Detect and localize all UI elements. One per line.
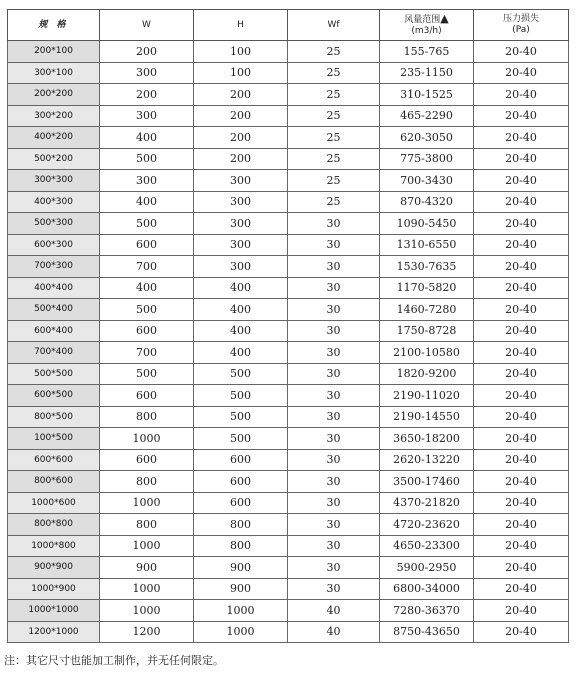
cell-wf: 30 <box>288 385 380 407</box>
cell-pressure: 20-40 <box>474 256 569 278</box>
cell-airflow: 1310-6550 <box>380 234 474 256</box>
cell-w: 600 <box>100 385 194 407</box>
cell-airflow: 1750-8728 <box>380 320 474 342</box>
cell-airflow: 1820-9200 <box>380 363 474 385</box>
cell-w: 300 <box>100 105 194 127</box>
cell-airflow: 5900-2950 <box>380 557 474 579</box>
cell-wf: 40 <box>288 600 380 622</box>
cell-wf: 30 <box>288 428 380 450</box>
cell-airflow: 1170-5820 <box>380 277 474 299</box>
header-wf: Wf <box>288 10 380 41</box>
table-row <box>8 471 569 493</box>
cell-pressure: 20-40 <box>474 299 569 321</box>
cell-h: 800 <box>194 514 288 536</box>
cell-airflow: 1090-5450 <box>380 213 474 235</box>
cell-pressure: 20-40 <box>474 191 569 213</box>
cell-h: 500 <box>194 406 288 428</box>
cell-wf: 30 <box>288 514 380 536</box>
cell-h: 500 <box>194 363 288 385</box>
cell-w: 800 <box>100 471 194 493</box>
cell-h: 300 <box>194 191 288 213</box>
header-pressure-label: 压力损失 <box>502 14 539 24</box>
cell-h: 1000 <box>194 621 288 643</box>
cell-h: 900 <box>194 557 288 579</box>
cell-airflow: 6800-34000 <box>380 578 474 600</box>
header-pressure <box>474 10 569 41</box>
cell-w: 300 <box>100 170 194 192</box>
cell-airflow: 4720-23620 <box>380 514 474 536</box>
cell-pressure: 20-40 <box>474 514 569 536</box>
cell-wf: 25 <box>288 84 380 106</box>
cell-h: 200 <box>194 84 288 106</box>
cell-pressure: 20-40 <box>474 342 569 364</box>
cell-airflow: 7280-36370 <box>380 600 474 622</box>
cell-h: 300 <box>194 234 288 256</box>
cell-wf: 30 <box>288 449 380 471</box>
cell-wf: 30 <box>288 557 380 579</box>
cell-w: 600 <box>100 449 194 471</box>
cell-pressure: 20-40 <box>474 428 569 450</box>
table-row <box>8 62 569 84</box>
cell-w: 800 <box>100 514 194 536</box>
cell-pressure: 20-40 <box>474 363 569 385</box>
cell-w: 500 <box>100 299 194 321</box>
cell-pressure: 20-40 <box>474 621 569 643</box>
table-row <box>8 535 569 557</box>
header-airflow-label: 风量范围 <box>404 15 441 25</box>
cell-wf: 30 <box>288 578 380 600</box>
table-row <box>8 578 569 600</box>
cell-airflow: 1460-7280 <box>380 299 474 321</box>
cell-h: 1000 <box>194 600 288 622</box>
cell-wf: 30 <box>288 256 380 278</box>
cell-spec: 900*900 <box>8 557 100 579</box>
cell-pressure: 20-40 <box>474 471 569 493</box>
cell-h: 400 <box>194 320 288 342</box>
cell-w: 500 <box>100 148 194 170</box>
cell-airflow: 1530-7635 <box>380 256 474 278</box>
cell-h: 400 <box>194 342 288 364</box>
cell-airflow: 155-765 <box>380 41 474 63</box>
cell-wf: 25 <box>288 170 380 192</box>
cell-wf: 30 <box>288 277 380 299</box>
cell-airflow: 465-2290 <box>380 105 474 127</box>
cell-pressure: 20-40 <box>474 406 569 428</box>
header-spec: 规 格 <box>8 10 100 41</box>
cell-spec: 1000*600 <box>8 492 100 514</box>
cell-w: 600 <box>100 234 194 256</box>
table-row <box>8 256 569 278</box>
spec-table-container <box>7 9 568 643</box>
cell-airflow: 235-1150 <box>380 62 474 84</box>
cell-h: 900 <box>194 578 288 600</box>
cell-wf: 25 <box>288 127 380 149</box>
header-w: W <box>100 10 194 41</box>
cell-w: 800 <box>100 406 194 428</box>
cell-wf: 30 <box>288 320 380 342</box>
table-row <box>8 600 569 622</box>
cell-pressure: 20-40 <box>474 492 569 514</box>
cell-pressure: 20-40 <box>474 320 569 342</box>
footnote: 注：其它尺寸也能加工制作，并无任何限定。 <box>4 654 224 667</box>
cell-wf: 25 <box>288 191 380 213</box>
cell-w: 200 <box>100 84 194 106</box>
cell-spec: 400*300 <box>8 191 100 213</box>
cell-h: 200 <box>194 148 288 170</box>
header-airflow-unit: (m3/h) <box>411 26 442 36</box>
cell-airflow: 2190-11020 <box>380 385 474 407</box>
table-row <box>8 428 569 450</box>
cell-wf: 25 <box>288 148 380 170</box>
table-row <box>8 277 569 299</box>
cell-spec: 800*600 <box>8 471 100 493</box>
table-row <box>8 213 569 235</box>
cell-spec: 500*200 <box>8 148 100 170</box>
cell-airflow: 870-4320 <box>380 191 474 213</box>
cell-w: 1000 <box>100 535 194 557</box>
cell-w: 500 <box>100 363 194 385</box>
cell-h: 300 <box>194 256 288 278</box>
cell-wf: 30 <box>288 299 380 321</box>
cell-airflow: 700-3430 <box>380 170 474 192</box>
cell-spec: 500*300 <box>8 213 100 235</box>
cell-spec: 200*100 <box>8 41 100 63</box>
table-row <box>8 105 569 127</box>
cell-pressure: 20-40 <box>474 127 569 149</box>
table-row <box>8 320 569 342</box>
cell-wf: 30 <box>288 471 380 493</box>
cell-h: 300 <box>194 170 288 192</box>
header-h: H <box>194 10 288 41</box>
cell-airflow: 2100-10580 <box>380 342 474 364</box>
cell-pressure: 20-40 <box>474 41 569 63</box>
cell-spec: 1000*900 <box>8 578 100 600</box>
cell-airflow: 3500-17460 <box>380 471 474 493</box>
cell-airflow: 8750-43650 <box>380 621 474 643</box>
cell-h: 200 <box>194 127 288 149</box>
cell-spec: 1000*800 <box>8 535 100 557</box>
cell-w: 1000 <box>100 492 194 514</box>
table-row <box>8 148 569 170</box>
cell-wf: 30 <box>288 234 380 256</box>
cell-spec: 600*400 <box>8 320 100 342</box>
table-row <box>8 127 569 149</box>
cell-w: 300 <box>100 62 194 84</box>
table-row <box>8 557 569 579</box>
cell-spec: 500*400 <box>8 299 100 321</box>
cell-w: 200 <box>100 41 194 63</box>
header-row <box>8 10 569 41</box>
cell-spec: 700*300 <box>8 256 100 278</box>
table-row <box>8 41 569 63</box>
cell-h: 600 <box>194 449 288 471</box>
cell-w: 1000 <box>100 428 194 450</box>
cell-w: 600 <box>100 320 194 342</box>
cell-h: 200 <box>194 105 288 127</box>
cell-pressure: 20-40 <box>474 578 569 600</box>
header-airflow <box>380 10 474 41</box>
cell-pressure: 20-40 <box>474 535 569 557</box>
cell-spec: 300*200 <box>8 105 100 127</box>
cell-spec: 500*500 <box>8 363 100 385</box>
table-row <box>8 385 569 407</box>
table-row <box>8 342 569 364</box>
cell-h: 100 <box>194 41 288 63</box>
cell-airflow: 775-3800 <box>380 148 474 170</box>
cell-pressure: 20-40 <box>474 105 569 127</box>
arrow-up-icon: ▲ <box>440 12 449 25</box>
cell-airflow: 2190-14550 <box>380 406 474 428</box>
cell-wf: 30 <box>288 535 380 557</box>
cell-w: 400 <box>100 277 194 299</box>
table-row <box>8 363 569 385</box>
cell-wf: 30 <box>288 406 380 428</box>
cell-pressure: 20-40 <box>474 148 569 170</box>
cell-airflow: 3650-18200 <box>380 428 474 450</box>
cell-wf: 30 <box>288 213 380 235</box>
cell-airflow: 4650-23300 <box>380 535 474 557</box>
spec-table <box>7 9 569 643</box>
cell-spec: 300*100 <box>8 62 100 84</box>
cell-spec: 800*500 <box>8 406 100 428</box>
cell-pressure: 20-40 <box>474 213 569 235</box>
table-row <box>8 170 569 192</box>
cell-h: 400 <box>194 299 288 321</box>
cell-wf: 25 <box>288 62 380 84</box>
cell-pressure: 20-40 <box>474 557 569 579</box>
cell-pressure: 20-40 <box>474 170 569 192</box>
cell-airflow: 2620-13220 <box>380 449 474 471</box>
table-row <box>8 191 569 213</box>
cell-w: 1000 <box>100 578 194 600</box>
table-row <box>8 449 569 471</box>
cell-w: 400 <box>100 191 194 213</box>
cell-airflow: 310-1525 <box>380 84 474 106</box>
cell-w: 500 <box>100 213 194 235</box>
cell-spec: 700*400 <box>8 342 100 364</box>
table-row <box>8 492 569 514</box>
cell-w: 900 <box>100 557 194 579</box>
table-body <box>8 41 569 643</box>
cell-spec: 600*300 <box>8 234 100 256</box>
cell-h: 100 <box>194 62 288 84</box>
table-row <box>8 406 569 428</box>
cell-pressure: 20-40 <box>474 385 569 407</box>
cell-w: 400 <box>100 127 194 149</box>
cell-spec: 600*600 <box>8 449 100 471</box>
header-pressure-unit: (Pa) <box>512 25 530 35</box>
cell-spec: 1200*1000 <box>8 621 100 643</box>
cell-w: 1000 <box>100 600 194 622</box>
cell-wf: 25 <box>288 41 380 63</box>
cell-spec: 300*300 <box>8 170 100 192</box>
table-row <box>8 299 569 321</box>
cell-w: 700 <box>100 256 194 278</box>
cell-h: 500 <box>194 428 288 450</box>
cell-h: 500 <box>194 385 288 407</box>
cell-h: 300 <box>194 213 288 235</box>
cell-pressure: 20-40 <box>474 449 569 471</box>
cell-pressure: 20-40 <box>474 600 569 622</box>
table-row <box>8 621 569 643</box>
cell-spec: 600*500 <box>8 385 100 407</box>
cell-h: 600 <box>194 471 288 493</box>
cell-spec: 1000*1000 <box>8 600 100 622</box>
cell-airflow: 4370-21820 <box>380 492 474 514</box>
cell-wf: 25 <box>288 105 380 127</box>
cell-wf: 40 <box>288 621 380 643</box>
cell-h: 400 <box>194 277 288 299</box>
cell-w: 1200 <box>100 621 194 643</box>
cell-pressure: 20-40 <box>474 234 569 256</box>
cell-h: 600 <box>194 492 288 514</box>
cell-pressure: 20-40 <box>474 277 569 299</box>
cell-wf: 30 <box>288 342 380 364</box>
cell-spec: 100*500 <box>8 428 100 450</box>
table-row <box>8 84 569 106</box>
cell-airflow: 620-3050 <box>380 127 474 149</box>
cell-spec: 200*200 <box>8 84 100 106</box>
table-row <box>8 234 569 256</box>
table-row <box>8 514 569 536</box>
cell-spec: 400*400 <box>8 277 100 299</box>
cell-wf: 30 <box>288 492 380 514</box>
cell-h: 800 <box>194 535 288 557</box>
cell-spec: 800*800 <box>8 514 100 536</box>
cell-spec: 400*200 <box>8 127 100 149</box>
cell-pressure: 20-40 <box>474 84 569 106</box>
cell-pressure: 20-40 <box>474 62 569 84</box>
cell-w: 700 <box>100 342 194 364</box>
cell-wf: 30 <box>288 363 380 385</box>
